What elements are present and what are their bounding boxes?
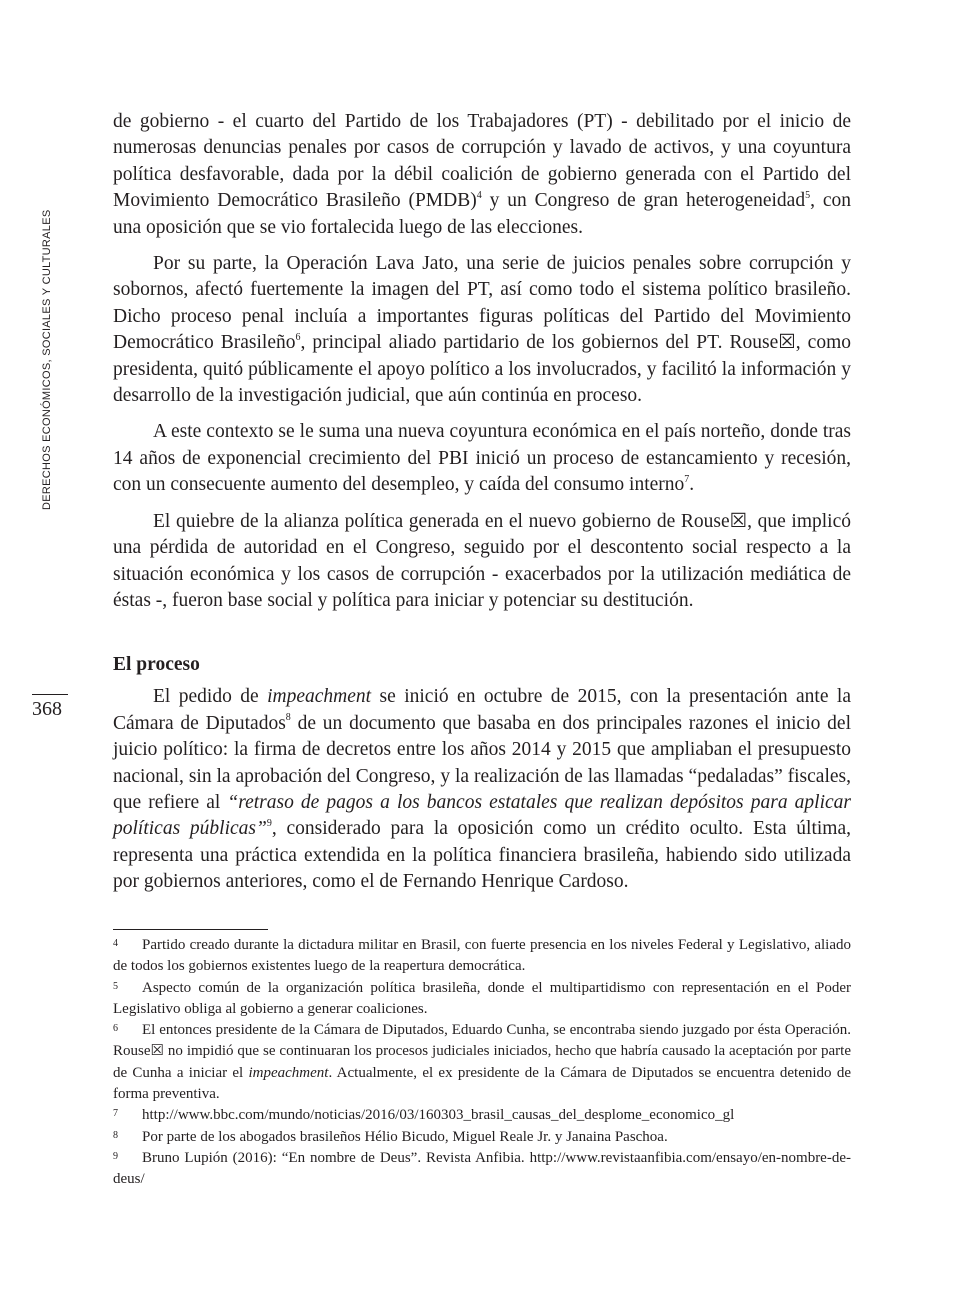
- paragraph-2: Por su parte, la Operación Lava Jato, una serie de juicios penales sobre corrupción y sobornos, afectó fuertemente la imagen del PT, así como todo el sistema político brasileño. Dicho proceso penal incluía a importantes figuras políticas del Partido del Movimiento Democrático Brasileño$^6$, principal aliado partidario de los gobiernos del PT. Rouse☒, como presidenta, quitó públicamente el apoyo político a los involucrados, y facilitó la información y desarrollo de la investigación judicial, que aún continúa en proceso.: [113, 253, 851, 407]
- paragraph-4: El quiebre de la alianza política generada en el nuevo gobierno de Rouse☒, que implicó una pérdida de autoridad en el Congreso, seguido por el descontento social respecto a la situación económica y los casos de corrupción - exacerbados por la utilización mediática de éstas -, fueron base social y política para iniciar y potenciar su destitución.: [113, 510, 851, 611]
- paragraph-1: de gobierno - el cuarto del Partido de los Trabajadores (PT) - debilitado por el inicio de numerosas denuncias penales por casos de corrupción y lavado de activos, y una coyuntura política desfavorable, dada por la débil coalición de gobierno generada con el Partido del Movimiento Democrático Brasileño (PMDB)$^4$ y un Congreso de gran heterogeneidad$^5$, con una oposición que se vio fortalecida luego de las elecciones.: [113, 111, 851, 238]
- paragraph-proceso: El pedido de impeachment se inició en octubre de 2015, con la presentación ante la Cámara de Diputados$^8$ de un documento que basaba en dos principales razones el inicio del juicio político: la firma de decretos entre los años 2014 y 2015 que ampliaban el presupuesto nacional, sin la aprobación del Congreso, y la realización de las llamadas “pedaladas” fiscales, que refiere al “retraso de pagos a los bancos estatales que realizan depósitos para aplicar políticas públicas”$^9$, considerado para la oposición como un crédito oculto. Esta última, representa una práctica extendida en la política financiera brasileña, habiendo sido utilizada por gobiernos anteriores, como el de Fernando Henrique Cardoso.: [113, 686, 852, 893]
- footnote-8: 8 Por parte de los abogados brasileños Hélio Bicudo, Miguel Reale Jr. y Janaina Paschoa.: [113, 1128, 668, 1145]
- footnote-ref-6[interactable]: 6: [295, 331, 301, 343]
- page-number: 368: [32, 698, 62, 720]
- footnote-4: 4 Partido creado durante la dictadura militar en Brasil, con fuerte presencia en los niveles Federal y Legislativo, aliado de todos los gobiernos existentes luego de la reapertura democrática.: [113, 937, 851, 975]
- section-heading: El proceso: [113, 654, 200, 676]
- footnote-5: 5 Aspecto común de la organización política brasileña, donde el multipartidismo con representación en el Poder Legislativo obliga al gobierno a generar coaliciones.: [113, 979, 851, 1017]
- footnote-6: 6 El entonces presidente de la Cámara de Diputados, Eduardo Cunha, se encontraba siendo juzgado por ésta Operación. Rouse☒ no impidió que se continuaran los procesos judiciales iniciados, hecho que habría causado la aceptación por parte de Cunha a iniciar el impeachment. Actualmente, el ex presidente de la Cámara de Diputados se encuentra detenido de forma preventiva.: [113, 1022, 851, 1103]
- running-head: DERECHOS ECONÓMICOS, SOCIALES Y CULTURALES: [41, 209, 53, 510]
- page-number-rule: [32, 694, 68, 695]
- footnotes: [113, 935, 851, 1191]
- footnote-ref-9[interactable]: 9: [266, 817, 272, 829]
- footnote-ref-8[interactable]: 8: [285, 712, 291, 724]
- footnote-9: 9 Bruno Lupión (2016): “En nombre de Deus”. Revista Anfibia. http://www.revistaanfibia.com/ensayo/en-nombre-de-deus/: [113, 1149, 851, 1188]
- body-text: [113, 109, 851, 906]
- footnote-7-link[interactable]: http://www.bbc.com/mundo/noticias/2016/03/160303_brasil_causas_del_desplome_economico_gl: [142, 1107, 735, 1124]
- footnote-ref-5[interactable]: 5: [805, 189, 811, 201]
- footnote-7: 7 http://www.bbc.com/mundo/noticias/2016/03/160303_brasil_causas_del_desplome_economico_gl: [113, 1107, 735, 1124]
- footnote-ref-4[interactable]: 4: [476, 189, 482, 201]
- footnotes-rule: [113, 929, 268, 930]
- footnote-ref-7[interactable]: 7: [684, 473, 690, 485]
- paragraph-3: A este contexto se le suma una nueva coyuntura económica en el país norteño, donde tras 14 años de exponencial crecimiento del PBI inició un proceso de estancamiento y recesión, con un consecuente aumento del desempleo, y caída del consumo interno$^7$.: [113, 421, 851, 496]
